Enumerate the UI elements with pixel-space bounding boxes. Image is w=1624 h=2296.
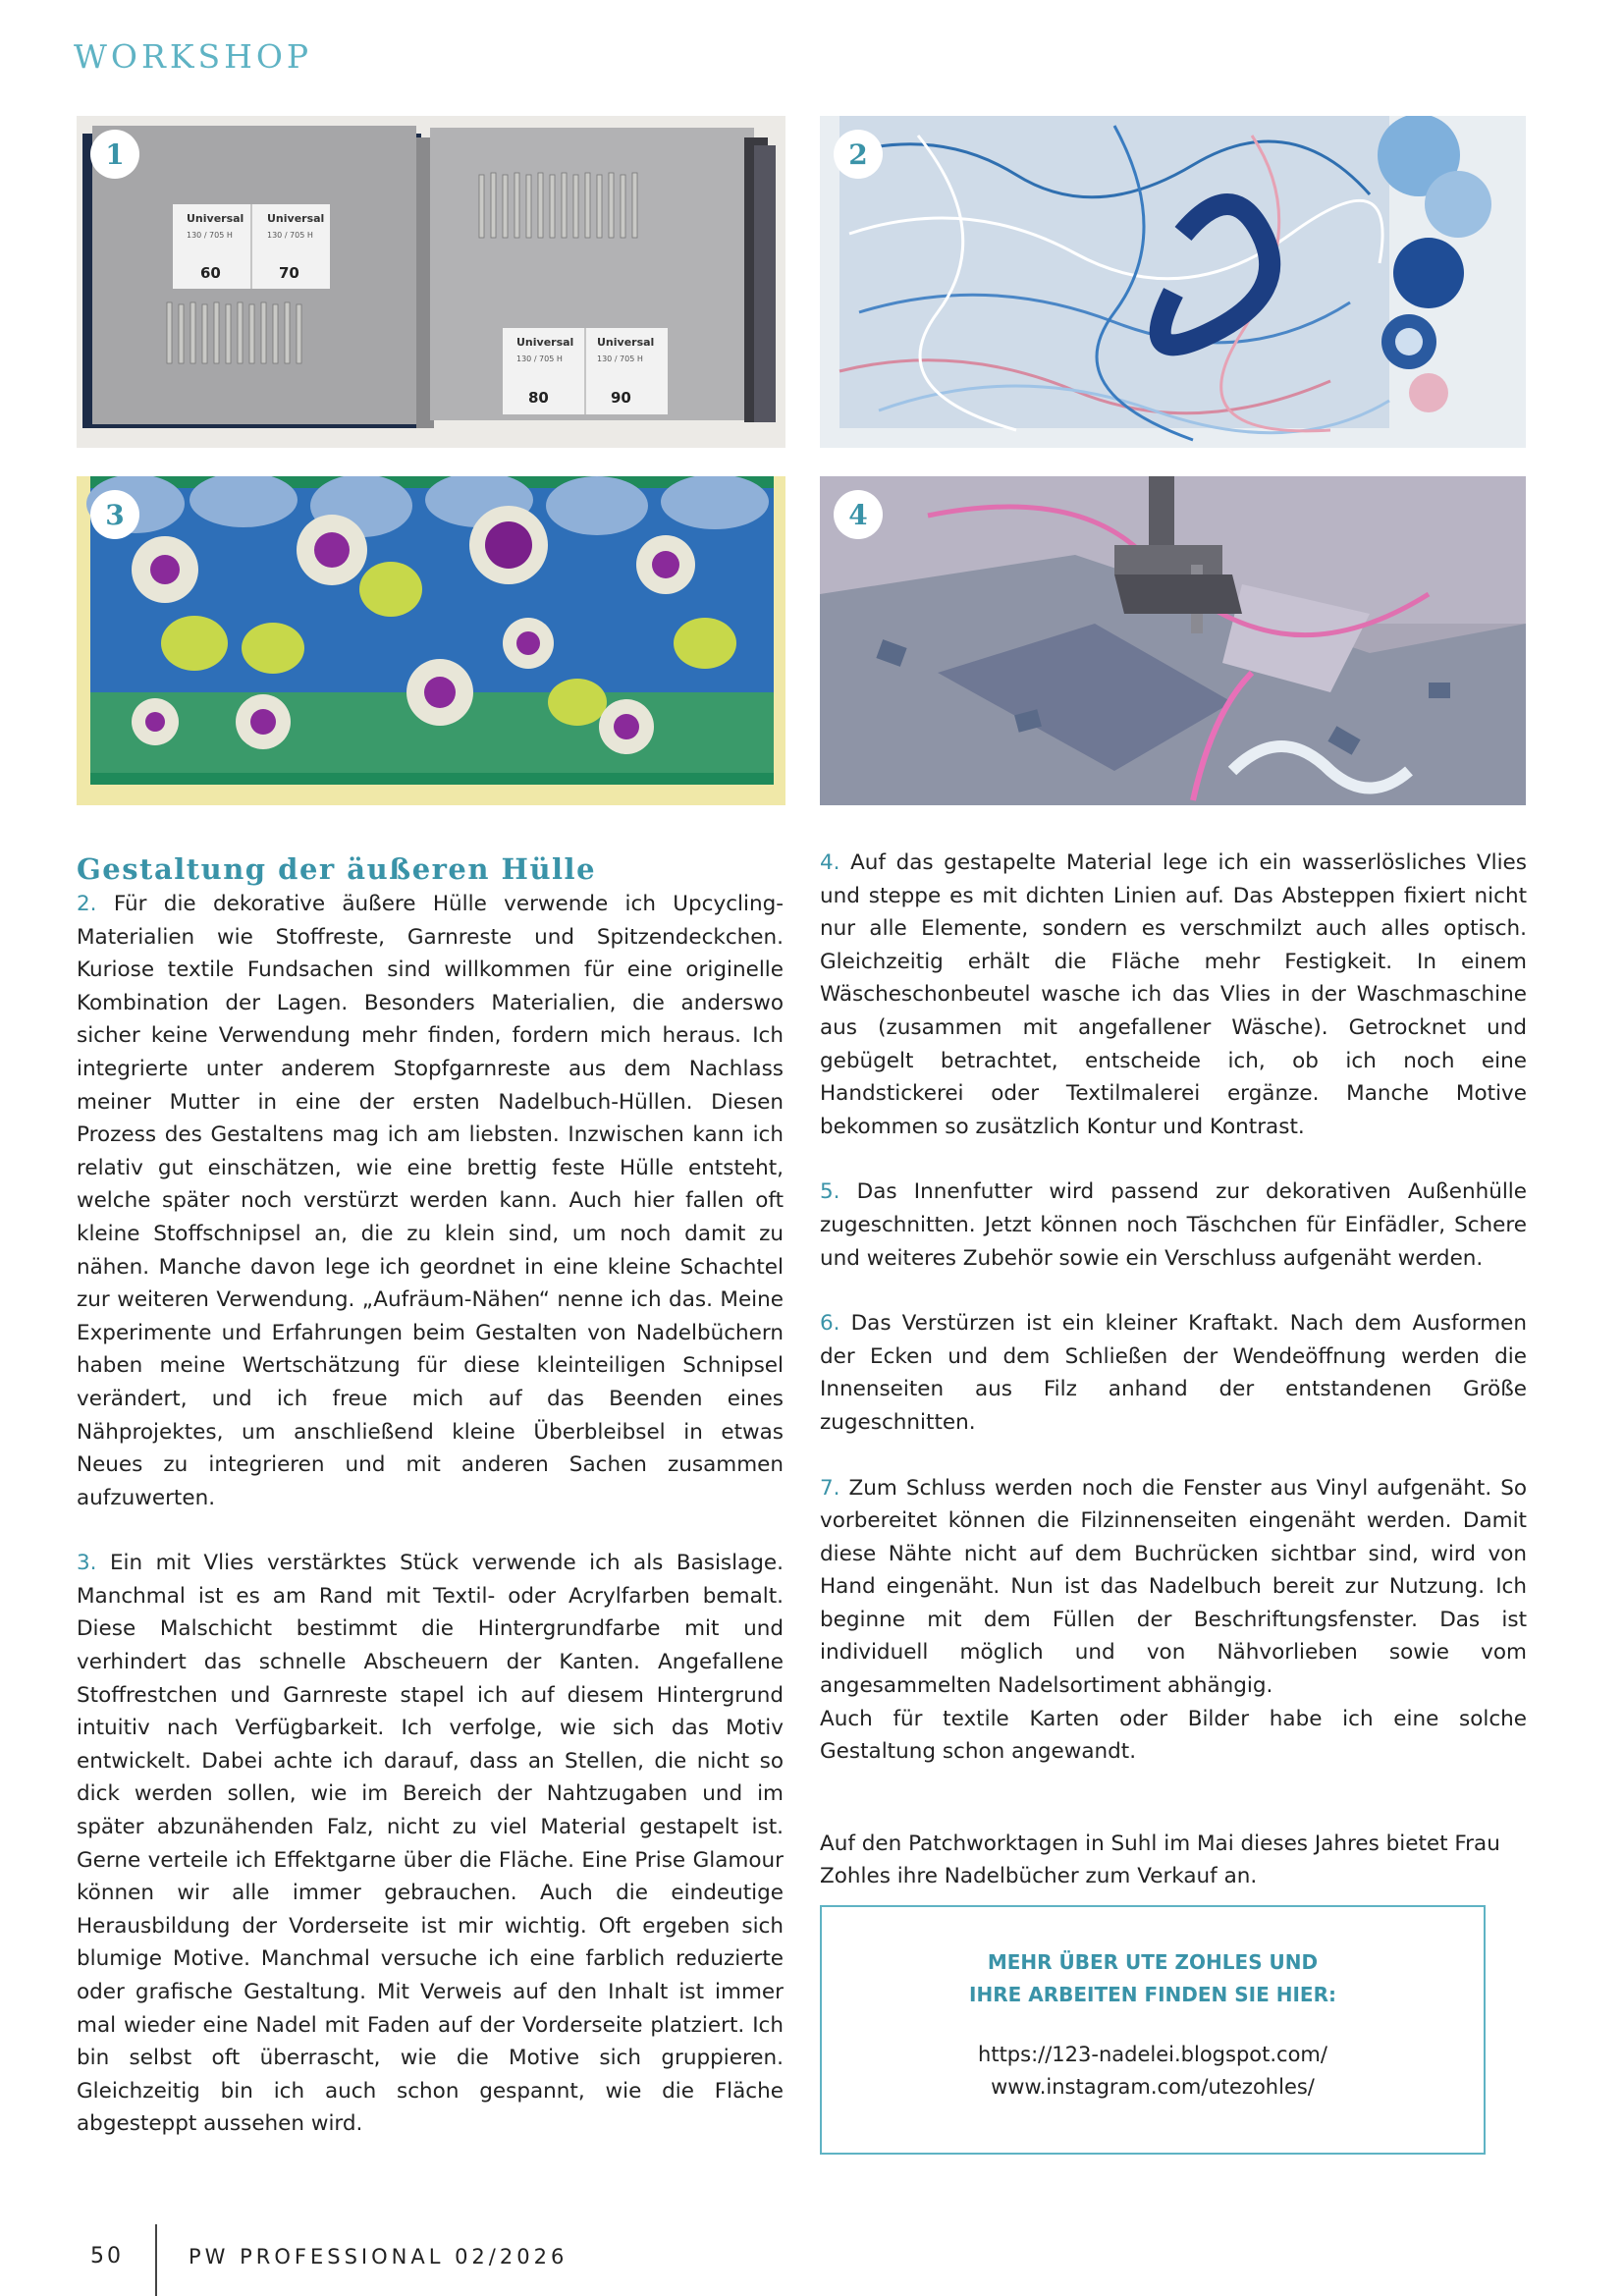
photo-needle-book-felt [77, 116, 785, 448]
footer-divider [155, 2224, 157, 2296]
photo-number-badge: 3 [90, 490, 139, 539]
label-spec: 130 / 705 H [597, 355, 643, 363]
step-number: 4. [820, 850, 840, 875]
paragraph-closing: Auf den Patchworktagen in Suhl im Mai dieses Jahres bietet Frau Zohles ihre Nadelbücher zum Verkauf an. [820, 1831, 1500, 1889]
label-brand: Universal [187, 212, 244, 225]
photo-flower-textile [77, 476, 785, 805]
photo-machine-quilting [820, 476, 1526, 805]
step-number: 3. [77, 1551, 97, 1576]
label-brand: Universal [267, 212, 325, 225]
paragraph-step-2 [77, 888, 784, 1514]
info-box-title-line: IHRE ARBEITEN FINDEN SIE HIER: [969, 1983, 1336, 2006]
page-number: 50 [90, 2244, 124, 2269]
label-brand: Universal [597, 336, 655, 349]
paragraph-extra: Auch für textile Karten oder Bilder habe ich eine solche Gestaltung schon angewandt. [820, 1706, 1527, 1765]
photo-number-badge: 2 [834, 130, 883, 179]
label-spec: 130 / 705 H [187, 231, 233, 240]
section-heading: Gestaltung der äußeren Hülle [77, 852, 597, 886]
photo-number-badge: 4 [834, 490, 883, 539]
blog-link[interactable]: https://123-nadelei.blogspot.com/ [978, 2043, 1327, 2066]
paragraph-step-3 [77, 1547, 784, 2141]
info-box-links [822, 2039, 1484, 2104]
label-size: 70 [279, 264, 299, 282]
photo-number-badge: 1 [90, 130, 139, 179]
label-spec: 130 / 705 H [267, 231, 313, 240]
info-box-title-line: MEHR ÜBER UTE ZOHLES UND [987, 1950, 1319, 1974]
step-text: Das Innenfutter wird passend zur dekorativen Außenhülle zugeschnitten. Jetzt können noch Täschchen für Einfädler, Schere und weiteres Zubehör sowie ein Verschluss aufgenäht werden. [820, 1179, 1527, 1271]
right-column [820, 847, 1527, 1893]
instagram-link[interactable]: www.instagram.com/utezohles/ [991, 2075, 1315, 2099]
paragraph-step-4 [820, 847, 1527, 1143]
step-text: Für die dekorative äußere Hülle verwende ich Upcycling-Materialien wie Stoffreste, Garnreste und Spitzendeckchen. Kuriose textile Fundsachen sind willkommen für eine originelle Kombination der Lagen. Besonders Materialien, die anderswo sicher keine Verwendung mehr finden, fordern mich heraus. Ich integrierte unter anderem Stopfgarnreste aus dem Nachlass meiner Mutter in eine der ersten Nadelbuch-Hüllen. Diesen Prozess des Gestaltens mag ich am liebsten. Inzwischen kann ich relativ gut einschätzen, wie eine brettig feste Hülle entsteht, welche später noch verstürzt werden kann. Auch hier fallen oft kleine Stoffschnipsel an, die zu klein sind, um noch damit zu nähen. Manche davon lege ich geordnet in eine kleine Schachtel zur weiteren Verwendung. „Aufräum-Nähen“ nenne ich das. Meine Experimente und Erfahrungen beim Gestalten von Nadelbüchern haben meine Wertschätzung für diese kleinteiligen Schnipsel verändert, und ich freue mich auf das Beenden eines Nähprojektes, um anschließend kleine Überbleibsel in etwas Neues zu integrieren und mit anderen Sachen zusammen aufzuwerten. [77, 892, 784, 1510]
label-spec: 130 / 705 H [516, 355, 563, 363]
step-number: 7. [820, 1475, 840, 1501]
label-size: 90 [611, 389, 631, 407]
section-label: WORKSHOP [74, 37, 313, 76]
info-box [820, 1905, 1486, 2155]
info-box-title [822, 1946, 1484, 2011]
magazine-issue: PW PROFESSIONAL 02/2026 [189, 2245, 568, 2269]
paragraph-step-5 [820, 1175, 1527, 1275]
photo-yarn-scraps [820, 116, 1526, 448]
paragraph-step-7 [820, 1472, 1527, 1703]
step-text: Ein mit Vlies verstärktes Stück verwende ich als Basislage. Manchmal ist es am Rand mit Textil- oder Acrylfarben bemalt. Diese Malschicht bestimmt die Hintergrundfarbe mit und verhindert das schnelle Abscheuern der Kanten. Angefallene Stoffrestchen und Garnreste stapel ich auf diesem Hintergrund intuitiv nach Verfügbarkeit. Ich verfolge, wie sich das Motiv entwickelt. Dabei achte ich darauf, dass an Stellen, die nicht so dick werden sollen, wie im Bereich der Nahtzugaben und im später abzunähenden Falz, nicht zu viel Material gestapelt ist. Gerne verteile ich Effektgarne über die Fläche. Eine Prise Glamour können wir alle immer gebrauchen. Auch die eindeutige Herausbildung der Vorderseite ist mir wichtig. Oft ergeben sich blumige Motive. Manchmal versuche ich eine farblich reduzierte oder grafische Gestaltung. Mit Verweis auf den Inhalt ist immer mal wieder eine Nadel mit Faden auf der Vorderseite platziert. Ich bin selbst oft überrascht, wie die Motive sich gruppieren. Gleichzeitig bin ich auch schon gespannt, wie die Fläche abgesteppt aussehen wird. [77, 1551, 784, 2137]
label-size: 60 [200, 264, 221, 282]
label-size: 80 [528, 389, 549, 407]
step-text: Zum Schluss werden noch die Fenster aus Vinyl aufgenäht. So vorbereitet können die Filzinnenseiten eingenäht werden. Damit diese Nähte nicht auf dem Buchrücken sichtbar sind, wird von Hand eingenäht. Nun ist das Nadelbuch bereit zur Nutzung. Ich beginne mit dem Füllen der Beschriftungsfenster. Das ist individuell möglich und von Nähvorlieben sowie vom angesammelten Nadelsortiment abhängig. [820, 1475, 1527, 1699]
step-number: 6. [820, 1311, 840, 1337]
step-text: Auf das gestapelte Material lege ich ein wasserlösliches Vlies und steppe es mit dichten Linien auf. Das Absteppen fixiert nicht nur alle Elemente, sondern es verschmilzt auch alles optisch. Gleichzeitig erhält die Fläche mehr Festigkeit. In einem Wäscheschonbeutel wasche ich das Vlies in der Waschmaschine aus (zusammen mit angefallener Wäsche). Getrocknet und gebügelt betrachtet, entscheide ich, ob ich noch eine Handstickerei oder Textilmalerei ergänze. Manche Motive bekommen so zusätzlich Kontur und Kontrast. [820, 850, 1527, 1139]
step-number: 5. [820, 1179, 840, 1205]
step-number: 2. [77, 892, 97, 916]
label-brand: Universal [516, 336, 574, 349]
left-column [77, 852, 784, 2141]
paragraph-step-6 [820, 1307, 1527, 1439]
step-text: Das Verstürzen ist ein kleiner Kraftakt. Nach dem Ausformen der Ecken und dem Schließen der Wendeöffnung werden die Innenseiten aus Filz anhand der entstandenen Größe zugeschnitten. [820, 1311, 1527, 1435]
